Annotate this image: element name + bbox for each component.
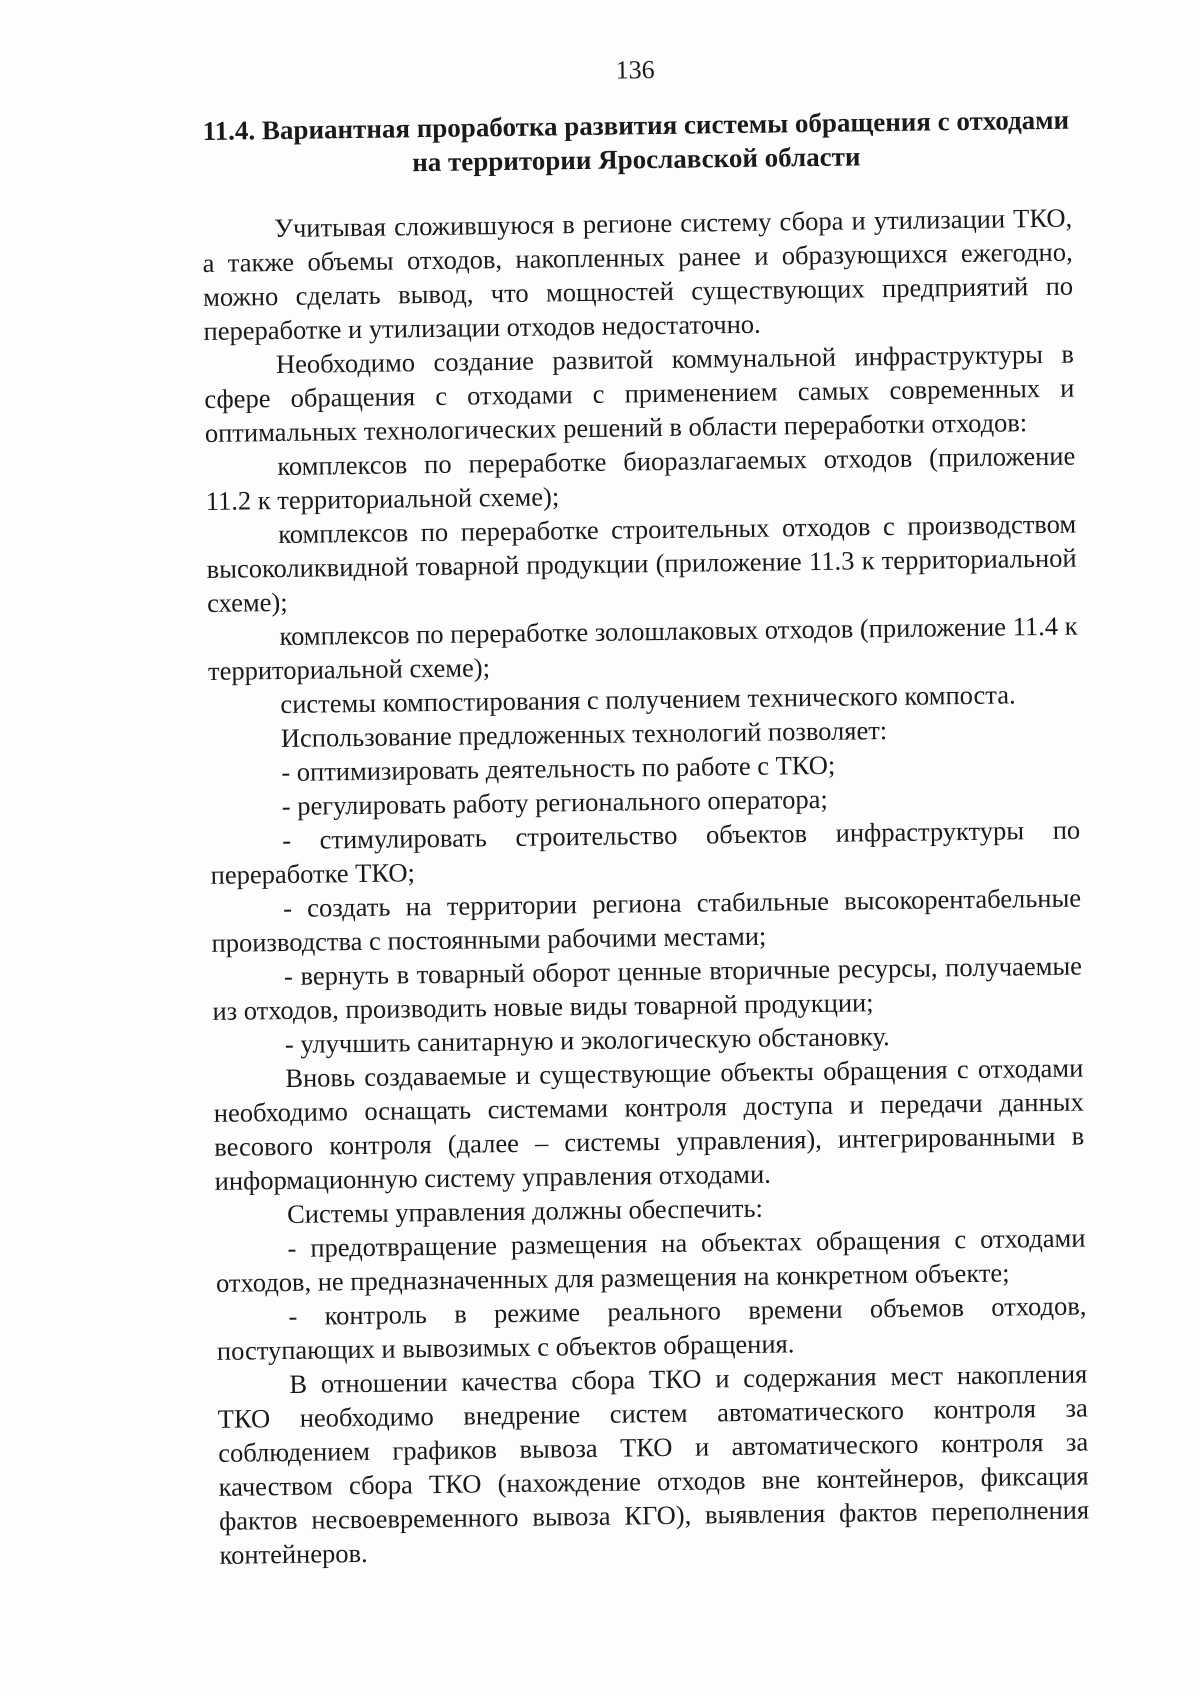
list-item-biodegradable: комплексов по переработке биоразлагаемых отходов (приложение 11.2 к территориальной схеме); xyxy=(205,440,1076,516)
list-item-stimulate: - стимулировать строительство объектов инфраструктуры по переработке ТКО; xyxy=(210,814,1081,890)
page-number: 136 xyxy=(615,55,655,85)
section-title-line-2: на территории Ярославской области xyxy=(412,141,861,178)
list-item-optimize: - оптимизировать деятельность по работе с ТКО; xyxy=(281,749,836,787)
list-item-regulate: - регулировать работу регионального оператора; xyxy=(281,783,828,821)
list-item-improve: - улучшить санитарную и экологическую обстановку. xyxy=(284,1021,890,1059)
paragraph-must-provide: Системы управления должны обеспечить: xyxy=(286,1192,764,1229)
paragraph-need: Необходимо создание развитой коммунальной инфраструктуры в сфере обращения с отходами с применением самых современных и оптимальных технологических решений в области переработки отходов: xyxy=(204,338,1075,448)
list-item-realtime: - контроль в режиме реального времени объемов отходов, поступающих и вывозимых с объектов обращения. xyxy=(216,1290,1087,1366)
section-title xyxy=(201,103,1072,182)
paragraph-intro: Учитывая сложившуюся в регионе систему сбора и утилизации ТКО, а также объемы отходов, накопленных ранее и образующихся ежегодно, можно сделать вывод, что мощностей существующих предприятий по переработке и утилизации отходов недостаточно. xyxy=(202,202,1074,346)
paragraph-usage: Использование предложенных технологий позволяет: xyxy=(280,715,888,753)
paragraph-control-systems: Вновь создаваемые и существующие объекты обращения с отходами необходимо оснащать системами контроля доступа и передачи данных весового контроля (далее – системы управления), интегрированными в информационную систему управления отходами. xyxy=(213,1052,1085,1196)
list-item-create: - создать на территории региона стабильные высокорентабельные производства с постоянными рабочими местами; xyxy=(211,882,1082,958)
page-content xyxy=(200,49,1090,1572)
paragraph-quality: В отношении качества сбора ТКО и содержания мест накопления ТКО необходимо внедрение систем автоматического контроля за соблюдением графиков вывоза ТКО и автоматического контроля за качеством сбора ТКО (нахождение отходов вне контейнеров, фиксация фактов несвоевременного вывоза КГО), выявления фактов переполнения контейнеров. xyxy=(217,1358,1090,1570)
section-title-line-1: 11.4. Вариантная проработка развития системы обращения с отходами xyxy=(202,104,1070,146)
list-item-construction: комплексов по переработке строительных отходов с производством высоколиквидной товарной продукции (приложение 11.3 к территориальной схеме); xyxy=(206,508,1077,618)
list-item-composting: системы компостирования с получением технического компоста. xyxy=(280,679,1016,720)
list-item-ash-slag: комплексов по переработке золошлаковых отходов (приложение 11.4 к территориальной схеме); xyxy=(207,610,1078,686)
list-item-prevent: - предотвращение размещения на объектах обращения с отходами отходов, не предназначенных для размещения на конкретном объекте; xyxy=(215,1222,1086,1298)
list-item-return: - вернуть в товарный оборот ценные вторичные ресурсы, получаемые из отходов, производить новые виды товарной продукции; xyxy=(212,950,1083,1026)
